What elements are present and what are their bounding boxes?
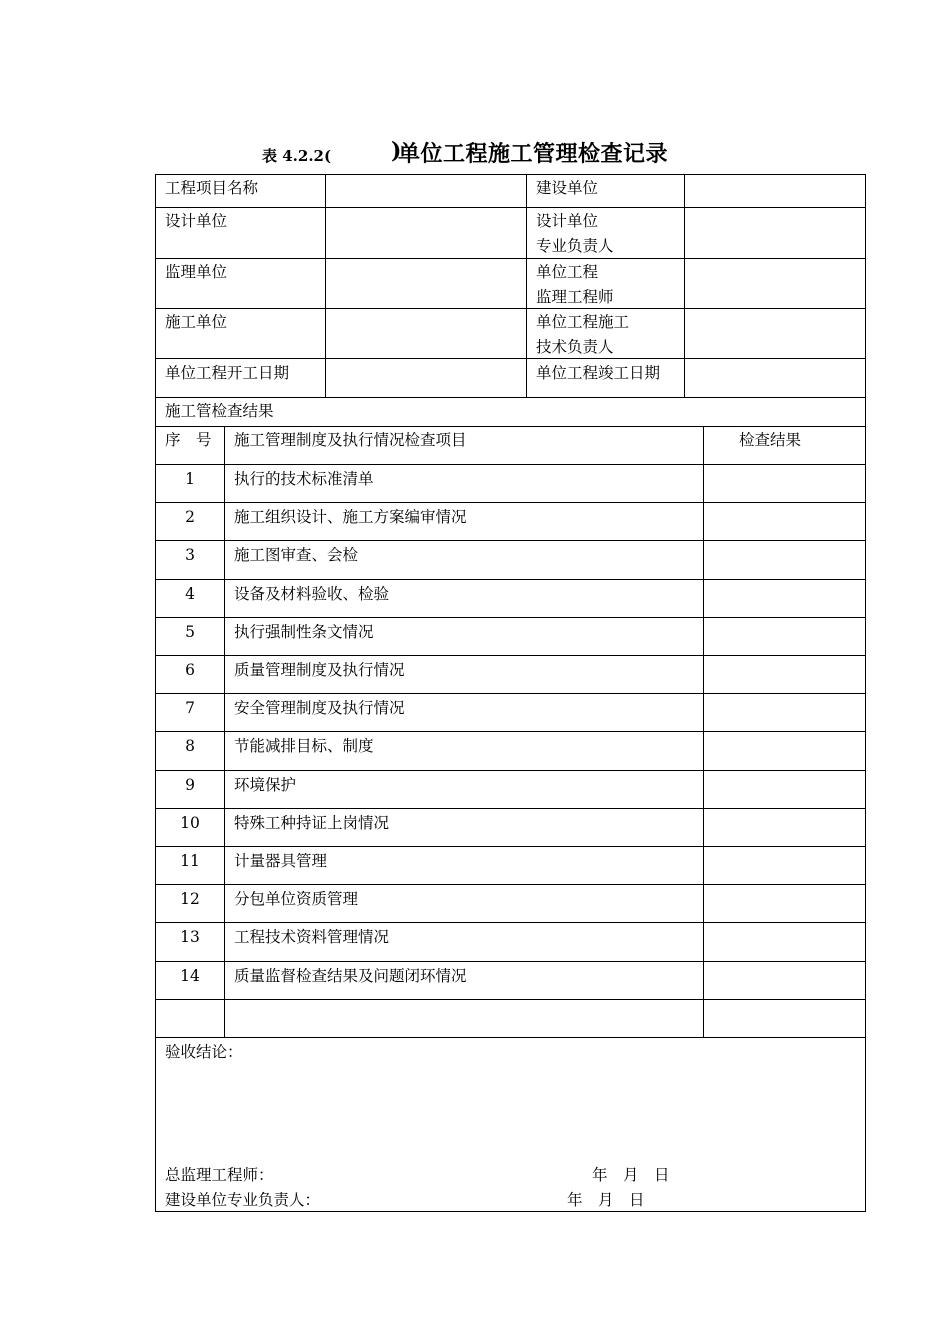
check-item: 分包单位资质管理	[234, 890, 359, 908]
builder-manager-date: 年 月 日	[567, 1191, 645, 1209]
check-result-cell[interactable]	[705, 847, 864, 883]
check-item: 特殊工种持证上岗情况	[234, 814, 390, 832]
check-item: 计量器具管理	[234, 852, 328, 870]
col-header-no: 序 号	[165, 431, 212, 449]
row-number: 2	[185, 508, 195, 526]
check-result-cell[interactable]	[705, 923, 864, 959]
check-result-cell[interactable]	[705, 503, 864, 539]
check-item: 质量监督检查结果及问题闭环情况	[234, 967, 467, 985]
start-date-label: 单位工程开工日期	[165, 364, 290, 382]
table-number: 表 4.2.2(	[262, 147, 332, 165]
col-header-item: 施工管理制度及执行情况检查项目	[234, 431, 467, 449]
row-number: 13	[180, 928, 200, 946]
row-number: 14	[180, 967, 200, 985]
check-result-cell[interactable]	[705, 541, 864, 577]
check-result-cell[interactable]	[705, 656, 864, 692]
check-result-cell[interactable]	[705, 771, 864, 807]
design-unit-label: 设计单位	[165, 212, 228, 230]
check-result-cell[interactable]	[705, 618, 864, 654]
builder-field[interactable]	[686, 176, 863, 204]
check-result-cell[interactable]	[705, 694, 864, 730]
check-section-title: 施工管检查结果	[165, 402, 274, 420]
row-divider	[155, 1037, 866, 1038]
check-item: 执行的技术标准清单	[234, 470, 374, 488]
design-manager-label-line2: 专业负责人	[536, 237, 614, 255]
conclusion-field[interactable]	[160, 1066, 860, 1156]
check-result-cell[interactable]	[705, 809, 864, 845]
design-manager-label-line1: 设计单位	[536, 212, 599, 230]
row-divider	[155, 397, 866, 398]
construction-unit-label: 施工单位	[165, 313, 228, 331]
col-header-result: 检查结果	[738, 431, 801, 449]
row-divider	[155, 308, 866, 309]
tech-manager-label-line1: 单位工程施工	[536, 313, 630, 331]
row-divider	[155, 358, 866, 359]
row-number: 1	[185, 470, 195, 488]
supervision-unit-label: 监理单位	[165, 263, 228, 281]
check-result-cell[interactable]	[705, 465, 864, 501]
row-divider	[155, 258, 866, 259]
col-divider	[325, 174, 326, 397]
project-name-field[interactable]	[327, 176, 523, 204]
row-divider	[155, 207, 866, 208]
row-number: 7	[185, 699, 195, 717]
page-title: 单位工程施工管理检查记录	[398, 141, 669, 167]
row-divider	[155, 426, 866, 427]
row-number: 5	[185, 623, 195, 641]
check-result-cell[interactable]	[705, 885, 864, 921]
check-result-cell[interactable]	[705, 580, 864, 616]
document-title	[0, 136, 950, 168]
col-divider	[684, 174, 685, 397]
tech-manager-label-line2: 技术负责人	[536, 338, 614, 356]
supervising-engineer-label-line1: 单位工程	[536, 263, 599, 281]
check-item: 环境保护	[234, 776, 297, 794]
check-result-cell[interactable]	[705, 1000, 864, 1036]
check-item: 节能减排目标、制度	[234, 737, 374, 755]
builder-label: 建设单位	[536, 179, 599, 197]
check-item: 施工组织设计、施工方案编审情况	[234, 508, 467, 526]
finish-date-label: 单位工程竣工日期	[536, 364, 661, 382]
check-item: 执行强制性条文情况	[234, 623, 374, 641]
col-divider	[526, 174, 527, 397]
check-item: 设备及材料验收、检验	[234, 585, 390, 603]
check-item: 安全管理制度及执行情况	[234, 699, 405, 717]
chief-supervisor-date: 年 月 日	[592, 1166, 670, 1184]
check-result-cell[interactable]	[705, 732, 864, 768]
check-item: 质量管理制度及执行情况	[234, 661, 405, 679]
row-number: 9	[185, 776, 195, 794]
supervising-engineer-label-line2: 监理工程师	[536, 288, 614, 306]
row-number: 8	[185, 737, 195, 755]
check-item: 施工图审查、会检	[234, 546, 359, 564]
table-number-close: )	[391, 138, 402, 164]
project-name-label: 工程项目名称	[165, 179, 259, 197]
conclusion-label: 验收结论：	[165, 1043, 243, 1061]
builder-manager-label: 建设单位专业负责人：	[165, 1191, 321, 1209]
row-number: 3	[185, 546, 195, 564]
row-number: 6	[185, 661, 195, 679]
check-result-cell[interactable]	[705, 962, 864, 998]
row-number: 10	[180, 814, 200, 832]
chief-supervisor-label: 总监理工程师：	[165, 1166, 274, 1184]
check-item: 工程技术资料管理情况	[234, 928, 390, 946]
row-number: 11	[180, 852, 200, 870]
row-number: 4	[185, 585, 195, 603]
row-number: 12	[180, 890, 200, 908]
